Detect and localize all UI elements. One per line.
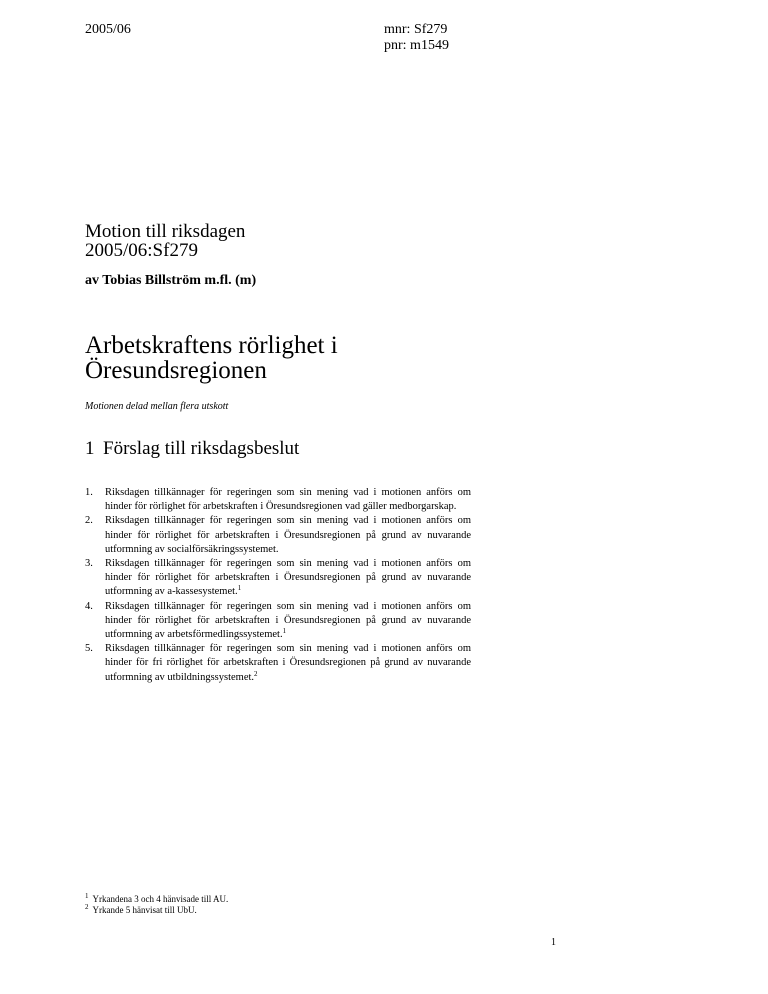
document-type	[85, 222, 245, 260]
footnote	[85, 905, 228, 916]
author-line: av Tobias Billström m.fl. (m)	[85, 273, 257, 288]
document-type-line1: Motion till riksdagen	[85, 221, 246, 242]
subtitle: Motionen delad mellan flera utskott	[85, 401, 229, 412]
list-item	[85, 486, 471, 514]
footnote-mark: 1	[85, 892, 89, 900]
footnote	[85, 894, 228, 905]
list-item-text: Riksdagen tillkännager för regeringen som sin mening vad i motionen anförs om hinder för rörlighet för arbetskraften i Öresundsregionen på grund av nuvarande utformning av arbetsförmedlingssystemet.	[105, 600, 471, 641]
document-id: 2005/06:Sf279	[85, 240, 198, 261]
header-pnr: pnr: m1549	[384, 38, 449, 53]
list-item-number: 5.	[85, 643, 93, 655]
section-number: 1	[85, 438, 95, 459]
list-item-number: 3.	[85, 558, 93, 570]
footnote-reference: 1	[282, 627, 287, 636]
list-item	[85, 600, 471, 643]
footnote-text: Yrkandena 3 och 4 hänvisade till AU.	[92, 894, 229, 904]
section-title: Förslag till riksdagsbeslut	[103, 438, 300, 459]
list-item-number: 1.	[85, 487, 93, 498]
footnotes	[85, 894, 228, 916]
page-title	[85, 333, 338, 383]
list-item	[85, 557, 471, 600]
footnote-reference: 2	[254, 669, 258, 678]
title-line2: Öresundsregionen	[85, 357, 267, 384]
list-item-text: Riksdagen tillkännager för regeringen som sin mening vad i motionen anförs om hinder för fri rörlighet för arbetskraften i Öresundsregionen på grund av nuvarande utformning av utbildningssystemet.	[105, 643, 471, 683]
section-heading	[85, 438, 299, 460]
header-year: 2005/06	[85, 22, 131, 37]
list-item-text: Riksdagen tillkännager för regeringen som sin mening vad i motionen anförs om hinder för rörlighet för arbetskraften i Öresundsregionen på grund av nuvarande utformning av socialförsäkringssystemet.	[105, 515, 471, 555]
proposal-list	[85, 486, 471, 685]
footnote-mark: 2	[85, 903, 89, 911]
footnote-text: Yrkande 5 hänvisat till UbU.	[92, 905, 197, 915]
title-line1: Arbetskraftens rörlighet i	[85, 332, 338, 359]
page-number: 1	[551, 937, 556, 948]
header-mnr: mnr: Sf279	[384, 22, 448, 37]
header-reference	[384, 22, 449, 54]
list-item-number: 2.	[85, 515, 93, 527]
list-item-text: Riksdagen tillkännager för regeringen som sin mening vad i motionen anförs om hinder för rörlighet för arbetskraften i Öresundsregionen på grund av nuvarande utformning av a-kassesystemet.	[105, 558, 471, 598]
list-item-number: 4.	[85, 600, 93, 612]
footnote-reference: 1	[237, 584, 242, 593]
list-item	[85, 514, 471, 557]
list-item-text: Riksdagen tillkännager för regeringen som sin mening vad i motionen anförs om hinder för rörlighet för arbetskraften i Öresundsregionen vad gäller medborgarskap.	[105, 487, 471, 513]
list-item	[85, 642, 471, 685]
